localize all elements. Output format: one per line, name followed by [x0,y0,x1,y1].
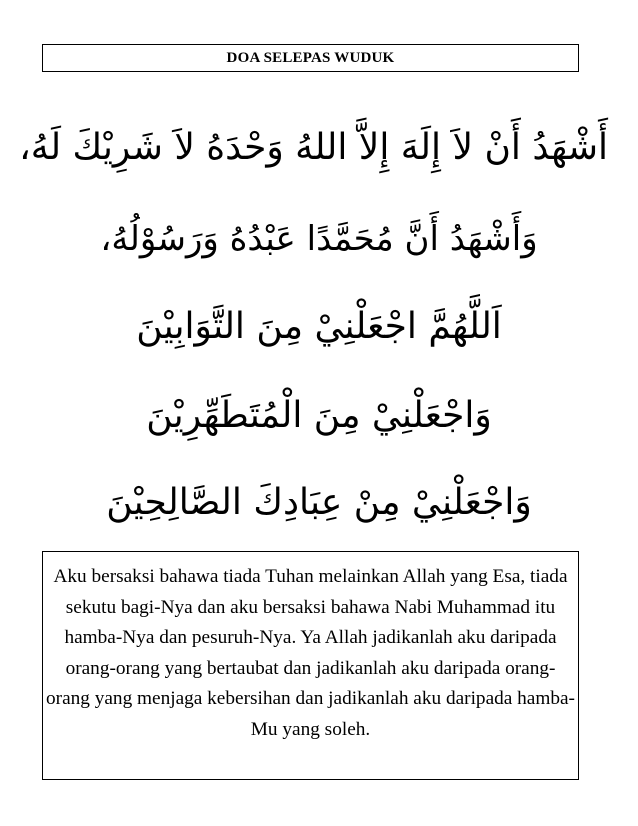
arabic-line-2: وَأَشْهَدُ أَنَّ مُحَمَّدًا عَبْدُهُ وَرَسُوْلُهُ، [100,219,538,259]
translation-box [42,551,579,780]
arabic-line-3: اَللَّهُمَّ اجْعَلْنِيْ مِنَ التَّوَابِيْنَ [136,306,502,347]
document-title: DOA SELEPAS WUDUK [226,49,395,66]
arabic-line-4: وَاجْعَلْنِيْ مِنَ الْمُتَطَهِّرِيْنَ [146,395,492,436]
translation-text: Aku bersaksi bahawa tiada Tuhan melainkan Allah yang Esa, tiada sekutu bagi-Nya dan aku bersaksi bahawa Nabi Muhammad itu hamba-Nya dan pesuruh-Nya. Ya Allah jadikanlah aku daripada orang-orang yang bertaubat dan jadikanlah aku daripada orang-orang yang menjaga kebersihan dan jadikanlah aku daripada hamba-Mu yang soleh. [46,566,575,740]
arabic-line-5: وَاجْعَلْنِيْ مِنْ عِبَادِكَ الصَّالِحِيْنَ [106,482,532,523]
arabic-line-1: أَشْهَدُ أَنْ لاَ إِلَهَ إِلاَّ اللهُ وَحْدَهُ لاَ شَرِيْكَ لَهُ، [19,127,608,168]
title-box [42,44,579,72]
